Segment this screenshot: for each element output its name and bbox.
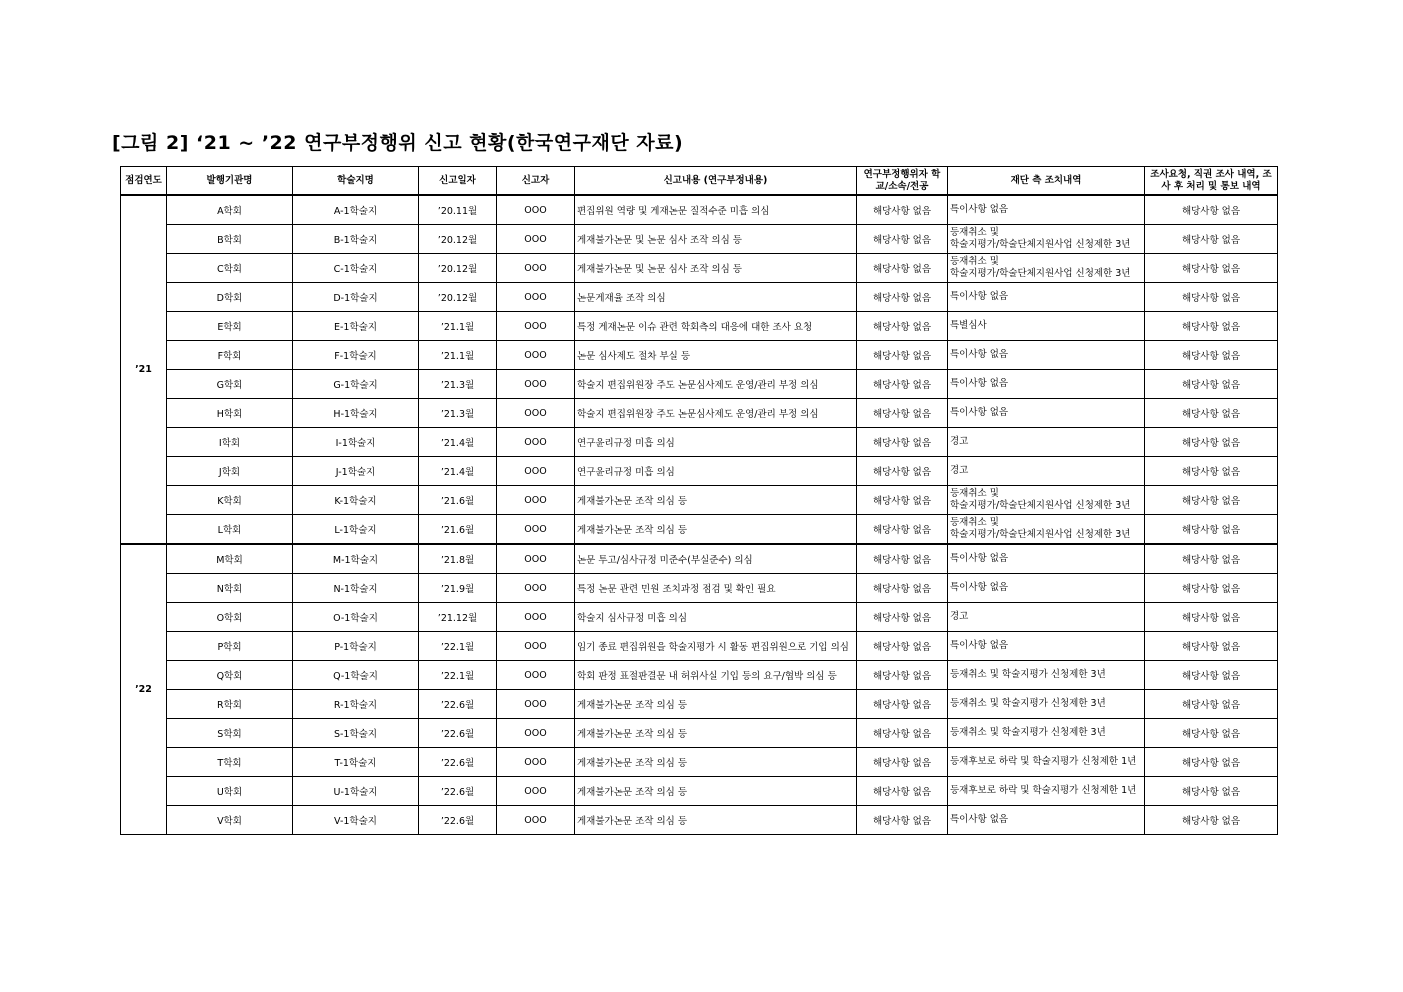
action-line-1: 특이사항 없음 bbox=[950, 814, 1009, 825]
table-row bbox=[121, 399, 1278, 428]
org-cell: L학회 bbox=[167, 515, 293, 545]
journal-cell: U-1학술지 bbox=[293, 777, 419, 806]
report-table bbox=[120, 166, 1278, 835]
date-cell: ’20.12월 bbox=[419, 254, 497, 283]
journal-cell: B-1학술지 bbox=[293, 225, 419, 254]
journal-cell: M-1학술지 bbox=[293, 544, 419, 574]
org-cell: S학회 bbox=[167, 719, 293, 748]
journal-cell: O-1학술지 bbox=[293, 603, 419, 632]
content-cell: 게재불가논문 및 논문 심사 조작 의심 등 bbox=[575, 254, 857, 283]
journal-cell: H-1학술지 bbox=[293, 399, 419, 428]
action-line-1: 경고 bbox=[950, 465, 969, 476]
followup-cell: 해당사항 없음 bbox=[1145, 195, 1278, 225]
table-row bbox=[121, 719, 1278, 748]
year-cell: ’21 bbox=[121, 195, 167, 544]
action-cell bbox=[948, 806, 1145, 835]
date-cell: ’21.1월 bbox=[419, 341, 497, 370]
date-cell: ’21.1월 bbox=[419, 312, 497, 341]
content-cell: 게재불가논문 조작 의심 등 bbox=[575, 806, 857, 835]
reporter-cell: OOO bbox=[497, 283, 575, 312]
journal-cell: C-1학술지 bbox=[293, 254, 419, 283]
action-line-1: 등재취소 및 bbox=[950, 227, 999, 238]
journal-cell: F-1학술지 bbox=[293, 341, 419, 370]
content-cell: 학술지 심사규정 미흡 의심 bbox=[575, 603, 857, 632]
action-line-1: 경고 bbox=[950, 611, 969, 622]
org-cell: C학회 bbox=[167, 254, 293, 283]
content-cell: 특정 논문 관련 민원 조치과정 점검 및 확인 필요 bbox=[575, 574, 857, 603]
followup-cell: 해당사항 없음 bbox=[1145, 341, 1278, 370]
action-cell bbox=[948, 632, 1145, 661]
header-journal: 학술지명 bbox=[293, 167, 419, 196]
followup-cell: 해당사항 없음 bbox=[1145, 806, 1278, 835]
action-cell bbox=[948, 486, 1145, 515]
reporter-cell: OOO bbox=[497, 719, 575, 748]
table-row bbox=[121, 341, 1278, 370]
table-row bbox=[121, 632, 1278, 661]
affiliation-cell: 해당사항 없음 bbox=[857, 195, 948, 225]
date-cell: ’21.6월 bbox=[419, 515, 497, 545]
date-cell: ’20.12월 bbox=[419, 225, 497, 254]
action-cell bbox=[948, 195, 1145, 225]
header-followup: 조사요청, 직권 조사 내역, 조사 후 처리 및 통보 내역 bbox=[1145, 167, 1278, 196]
affiliation-cell: 해당사항 없음 bbox=[857, 457, 948, 486]
journal-cell: I-1학술지 bbox=[293, 428, 419, 457]
reporter-cell: OOO bbox=[497, 661, 575, 690]
affiliation-cell: 해당사항 없음 bbox=[857, 603, 948, 632]
org-cell: M학회 bbox=[167, 544, 293, 574]
content-cell: 연구윤리규정 미흡 의심 bbox=[575, 428, 857, 457]
date-cell: ’21.12월 bbox=[419, 603, 497, 632]
action-cell bbox=[948, 254, 1145, 283]
content-cell: 게재불가논문 조작 의심 등 bbox=[575, 515, 857, 545]
action-cell bbox=[948, 283, 1145, 312]
reporter-cell: OOO bbox=[497, 777, 575, 806]
action-line-1: 등재취소 및 학술지평가 신청제한 3년 bbox=[950, 669, 1106, 680]
journal-cell: N-1학술지 bbox=[293, 574, 419, 603]
followup-cell: 해당사항 없음 bbox=[1145, 748, 1278, 777]
journal-cell: Q-1학술지 bbox=[293, 661, 419, 690]
content-cell: 특정 게재논문 이슈 관련 학회측의 대응에 대한 조사 요청 bbox=[575, 312, 857, 341]
action-line-1: 특별심사 bbox=[950, 320, 987, 331]
followup-cell: 해당사항 없음 bbox=[1145, 719, 1278, 748]
org-cell: N학회 bbox=[167, 574, 293, 603]
table-row bbox=[121, 195, 1278, 225]
reporter-cell: OOO bbox=[497, 603, 575, 632]
action-line-2: 학술지평가/학술단체지원사업 신청제한 3년 bbox=[950, 529, 1131, 540]
content-cell: 게재불가논문 조작 의심 등 bbox=[575, 690, 857, 719]
affiliation-cell: 해당사항 없음 bbox=[857, 777, 948, 806]
affiliation-cell: 해당사항 없음 bbox=[857, 370, 948, 399]
date-cell: ’22.6월 bbox=[419, 690, 497, 719]
content-cell: 게재불가논문 및 논문 심사 조작 의심 등 bbox=[575, 225, 857, 254]
table-row bbox=[121, 515, 1278, 545]
header-date: 신고일자 bbox=[419, 167, 497, 196]
followup-cell: 해당사항 없음 bbox=[1145, 690, 1278, 719]
org-cell: E학회 bbox=[167, 312, 293, 341]
followup-cell: 해당사항 없음 bbox=[1145, 603, 1278, 632]
affiliation-cell: 해당사항 없음 bbox=[857, 632, 948, 661]
date-cell: ’21.9월 bbox=[419, 574, 497, 603]
reporter-cell: OOO bbox=[497, 690, 575, 719]
affiliation-cell: 해당사항 없음 bbox=[857, 574, 948, 603]
table-row bbox=[121, 225, 1278, 254]
reporter-cell: OOO bbox=[497, 254, 575, 283]
action-cell bbox=[948, 457, 1145, 486]
date-cell: ’22.6월 bbox=[419, 777, 497, 806]
affiliation-cell: 해당사항 없음 bbox=[857, 544, 948, 574]
reporter-cell: OOO bbox=[497, 544, 575, 574]
table-row bbox=[121, 457, 1278, 486]
action-cell bbox=[948, 603, 1145, 632]
header-affiliation: 연구부정행위자 학교/소속/전공 bbox=[857, 167, 948, 196]
journal-cell: P-1학술지 bbox=[293, 632, 419, 661]
affiliation-cell: 해당사항 없음 bbox=[857, 661, 948, 690]
table-row bbox=[121, 428, 1278, 457]
affiliation-cell: 해당사항 없음 bbox=[857, 225, 948, 254]
journal-cell: L-1학술지 bbox=[293, 515, 419, 545]
header-content: 신고내용 (연구부정내용) bbox=[575, 167, 857, 196]
date-cell: ’21.4월 bbox=[419, 428, 497, 457]
journal-cell: D-1학술지 bbox=[293, 283, 419, 312]
table-row bbox=[121, 370, 1278, 399]
reporter-cell: OOO bbox=[497, 370, 575, 399]
org-cell: O학회 bbox=[167, 603, 293, 632]
date-cell: ’20.12월 bbox=[419, 283, 497, 312]
action-cell bbox=[948, 544, 1145, 574]
content-cell: 논문 심사제도 절차 부실 등 bbox=[575, 341, 857, 370]
content-cell: 학술지 편집위원장 주도 논문심사제도 운영/관리 부정 의심 bbox=[575, 399, 857, 428]
content-cell: 논문게재율 조작 의심 bbox=[575, 283, 857, 312]
journal-cell: J-1학술지 bbox=[293, 457, 419, 486]
header-year: 점검연도 bbox=[121, 167, 167, 196]
affiliation-cell: 해당사항 없음 bbox=[857, 312, 948, 341]
figure-title: [그림 2] ‘21 ~ ’22 연구부정행위 신고 현황(한국연구재단 자료) bbox=[112, 132, 684, 154]
followup-cell: 해당사항 없음 bbox=[1145, 283, 1278, 312]
date-cell: ’21.3월 bbox=[419, 399, 497, 428]
followup-cell: 해당사항 없음 bbox=[1145, 225, 1278, 254]
table-row bbox=[121, 661, 1278, 690]
action-cell bbox=[948, 428, 1145, 457]
org-cell: P학회 bbox=[167, 632, 293, 661]
action-line-1: 특이사항 없음 bbox=[950, 407, 1009, 418]
action-cell bbox=[948, 574, 1145, 603]
followup-cell: 해당사항 없음 bbox=[1145, 254, 1278, 283]
followup-cell: 해당사항 없음 bbox=[1145, 777, 1278, 806]
reporter-cell: OOO bbox=[497, 748, 575, 777]
action-cell bbox=[948, 690, 1145, 719]
table-row bbox=[121, 312, 1278, 341]
date-cell: ’21.4월 bbox=[419, 457, 497, 486]
org-cell: K학회 bbox=[167, 486, 293, 515]
date-cell: ’22.6월 bbox=[419, 719, 497, 748]
action-cell bbox=[948, 399, 1145, 428]
org-cell: B학회 bbox=[167, 225, 293, 254]
followup-cell: 해당사항 없음 bbox=[1145, 312, 1278, 341]
reporter-cell: OOO bbox=[497, 632, 575, 661]
header-org: 발행기관명 bbox=[167, 167, 293, 196]
action-line-1: 특이사항 없음 bbox=[950, 291, 1009, 302]
affiliation-cell: 해당사항 없음 bbox=[857, 806, 948, 835]
table-row bbox=[121, 806, 1278, 835]
header-row bbox=[121, 167, 1278, 196]
affiliation-cell: 해당사항 없음 bbox=[857, 254, 948, 283]
org-cell: Q학회 bbox=[167, 661, 293, 690]
table-row bbox=[121, 544, 1278, 574]
date-cell: ’22.1월 bbox=[419, 632, 497, 661]
org-cell: F학회 bbox=[167, 341, 293, 370]
org-cell: V학회 bbox=[167, 806, 293, 835]
journal-cell: G-1학술지 bbox=[293, 370, 419, 399]
reporter-cell: OOO bbox=[497, 428, 575, 457]
journal-cell: S-1학술지 bbox=[293, 719, 419, 748]
journal-cell: R-1학술지 bbox=[293, 690, 419, 719]
table-row bbox=[121, 748, 1278, 777]
action-cell bbox=[948, 225, 1145, 254]
followup-cell: 해당사항 없음 bbox=[1145, 515, 1278, 545]
action-line-2: 학술지평가/학술단체지원사업 신청제한 3년 bbox=[950, 239, 1131, 250]
affiliation-cell: 해당사항 없음 bbox=[857, 690, 948, 719]
content-cell: 논문 투고/심사규정 미준수(부실준수) 의심 bbox=[575, 544, 857, 574]
content-cell: 연구윤리규정 미흡 의심 bbox=[575, 457, 857, 486]
header-reporter: 신고자 bbox=[497, 167, 575, 196]
action-line-1: 등재취소 및 학술지평가 신청제한 3년 bbox=[950, 698, 1106, 709]
action-line-1: 특이사항 없음 bbox=[950, 553, 1009, 564]
affiliation-cell: 해당사항 없음 bbox=[857, 399, 948, 428]
followup-cell: 해당사항 없음 bbox=[1145, 486, 1278, 515]
journal-cell: E-1학술지 bbox=[293, 312, 419, 341]
table-row bbox=[121, 777, 1278, 806]
content-cell: 임기 종료 편집위원을 학술지평가 시 활동 편집위원으로 기입 의심 bbox=[575, 632, 857, 661]
date-cell: ’21.3월 bbox=[419, 370, 497, 399]
action-line-1: 특이사항 없음 bbox=[950, 640, 1009, 651]
action-line-1: 등재취소 및 bbox=[950, 488, 999, 499]
table-row bbox=[121, 574, 1278, 603]
org-cell: H학회 bbox=[167, 399, 293, 428]
reporter-cell: OOO bbox=[497, 806, 575, 835]
reporter-cell: OOO bbox=[497, 457, 575, 486]
journal-cell: K-1학술지 bbox=[293, 486, 419, 515]
date-cell: ’22.6월 bbox=[419, 806, 497, 835]
table-row bbox=[121, 486, 1278, 515]
date-cell: ’22.1월 bbox=[419, 661, 497, 690]
table-row bbox=[121, 603, 1278, 632]
action-line-1: 등재후보로 하락 및 학술지평가 신청제한 1년 bbox=[950, 785, 1137, 796]
table-row bbox=[121, 690, 1278, 719]
followup-cell: 해당사항 없음 bbox=[1145, 544, 1278, 574]
followup-cell: 해당사항 없음 bbox=[1145, 428, 1278, 457]
affiliation-cell: 해당사항 없음 bbox=[857, 748, 948, 777]
org-cell: T학회 bbox=[167, 748, 293, 777]
followup-cell: 해당사항 없음 bbox=[1145, 399, 1278, 428]
content-cell: 게재불가논문 조작 의심 등 bbox=[575, 719, 857, 748]
action-line-1: 특이사항 없음 bbox=[950, 349, 1009, 360]
action-line-1: 등재취소 및 bbox=[950, 256, 999, 267]
year-cell: ’22 bbox=[121, 544, 167, 835]
table-row bbox=[121, 283, 1278, 312]
header-action: 재단 측 조치내역 bbox=[948, 167, 1145, 196]
journal-cell: A-1학술지 bbox=[293, 195, 419, 225]
reporter-cell: OOO bbox=[497, 195, 575, 225]
action-cell bbox=[948, 661, 1145, 690]
org-cell: U학회 bbox=[167, 777, 293, 806]
date-cell: ’21.6월 bbox=[419, 486, 497, 515]
action-line-1: 특이사항 없음 bbox=[950, 204, 1009, 215]
org-cell: J학회 bbox=[167, 457, 293, 486]
action-cell bbox=[948, 370, 1145, 399]
org-cell: G학회 bbox=[167, 370, 293, 399]
reporter-cell: OOO bbox=[497, 399, 575, 428]
action-line-1: 특이사항 없음 bbox=[950, 582, 1009, 593]
followup-cell: 해당사항 없음 bbox=[1145, 370, 1278, 399]
action-line-1: 경고 bbox=[950, 436, 969, 447]
content-cell: 학술지 편집위원장 주도 논문심사제도 운영/관리 부정 의심 bbox=[575, 370, 857, 399]
org-cell: I학회 bbox=[167, 428, 293, 457]
reporter-cell: OOO bbox=[497, 312, 575, 341]
affiliation-cell: 해당사항 없음 bbox=[857, 486, 948, 515]
action-cell bbox=[948, 341, 1145, 370]
action-line-2: 학술지평가/학술단체지원사업 신청제한 3년 bbox=[950, 500, 1131, 511]
journal-cell: T-1학술지 bbox=[293, 748, 419, 777]
org-cell: A학회 bbox=[167, 195, 293, 225]
followup-cell: 해당사항 없음 bbox=[1145, 457, 1278, 486]
action-line-1: 등재취소 및 bbox=[950, 517, 999, 528]
org-cell: D학회 bbox=[167, 283, 293, 312]
date-cell: ’20.11월 bbox=[419, 195, 497, 225]
content-cell: 게재불가논문 조작 의심 등 bbox=[575, 777, 857, 806]
journal-cell: V-1학술지 bbox=[293, 806, 419, 835]
action-line-1: 등재취소 및 학술지평가 신청제한 3년 bbox=[950, 727, 1106, 738]
reporter-cell: OOO bbox=[497, 225, 575, 254]
action-cell bbox=[948, 719, 1145, 748]
org-cell: R학회 bbox=[167, 690, 293, 719]
affiliation-cell: 해당사항 없음 bbox=[857, 283, 948, 312]
followup-cell: 해당사항 없음 bbox=[1145, 661, 1278, 690]
date-cell: ’21.8월 bbox=[419, 544, 497, 574]
action-cell bbox=[948, 312, 1145, 341]
content-cell: 학회 판정 표절판결문 내 허위사실 기입 등의 요구/협박 의심 등 bbox=[575, 661, 857, 690]
action-line-1: 특이사항 없음 bbox=[950, 378, 1009, 389]
action-line-1: 등재후보로 하락 및 학술지평가 신청제한 1년 bbox=[950, 756, 1137, 767]
affiliation-cell: 해당사항 없음 bbox=[857, 515, 948, 545]
affiliation-cell: 해당사항 없음 bbox=[857, 341, 948, 370]
action-cell bbox=[948, 515, 1145, 545]
followup-cell: 해당사항 없음 bbox=[1145, 632, 1278, 661]
content-cell: 편집위원 역량 및 게재논문 질적수준 미흡 의심 bbox=[575, 195, 857, 225]
action-line-2: 학술지평가/학술단체지원사업 신청제한 3년 bbox=[950, 268, 1131, 279]
reporter-cell: OOO bbox=[497, 341, 575, 370]
action-cell bbox=[948, 748, 1145, 777]
report-body bbox=[121, 195, 1278, 835]
content-cell: 게재불가논문 조작 의심 등 bbox=[575, 748, 857, 777]
reporter-cell: OOO bbox=[497, 486, 575, 515]
action-cell bbox=[948, 777, 1145, 806]
content-cell: 게재불가논문 조작 의심 등 bbox=[575, 486, 857, 515]
date-cell: ’22.6월 bbox=[419, 748, 497, 777]
affiliation-cell: 해당사항 없음 bbox=[857, 428, 948, 457]
table-row bbox=[121, 254, 1278, 283]
reporter-cell: OOO bbox=[497, 515, 575, 545]
affiliation-cell: 해당사항 없음 bbox=[857, 719, 948, 748]
reporter-cell: OOO bbox=[497, 574, 575, 603]
followup-cell: 해당사항 없음 bbox=[1145, 574, 1278, 603]
